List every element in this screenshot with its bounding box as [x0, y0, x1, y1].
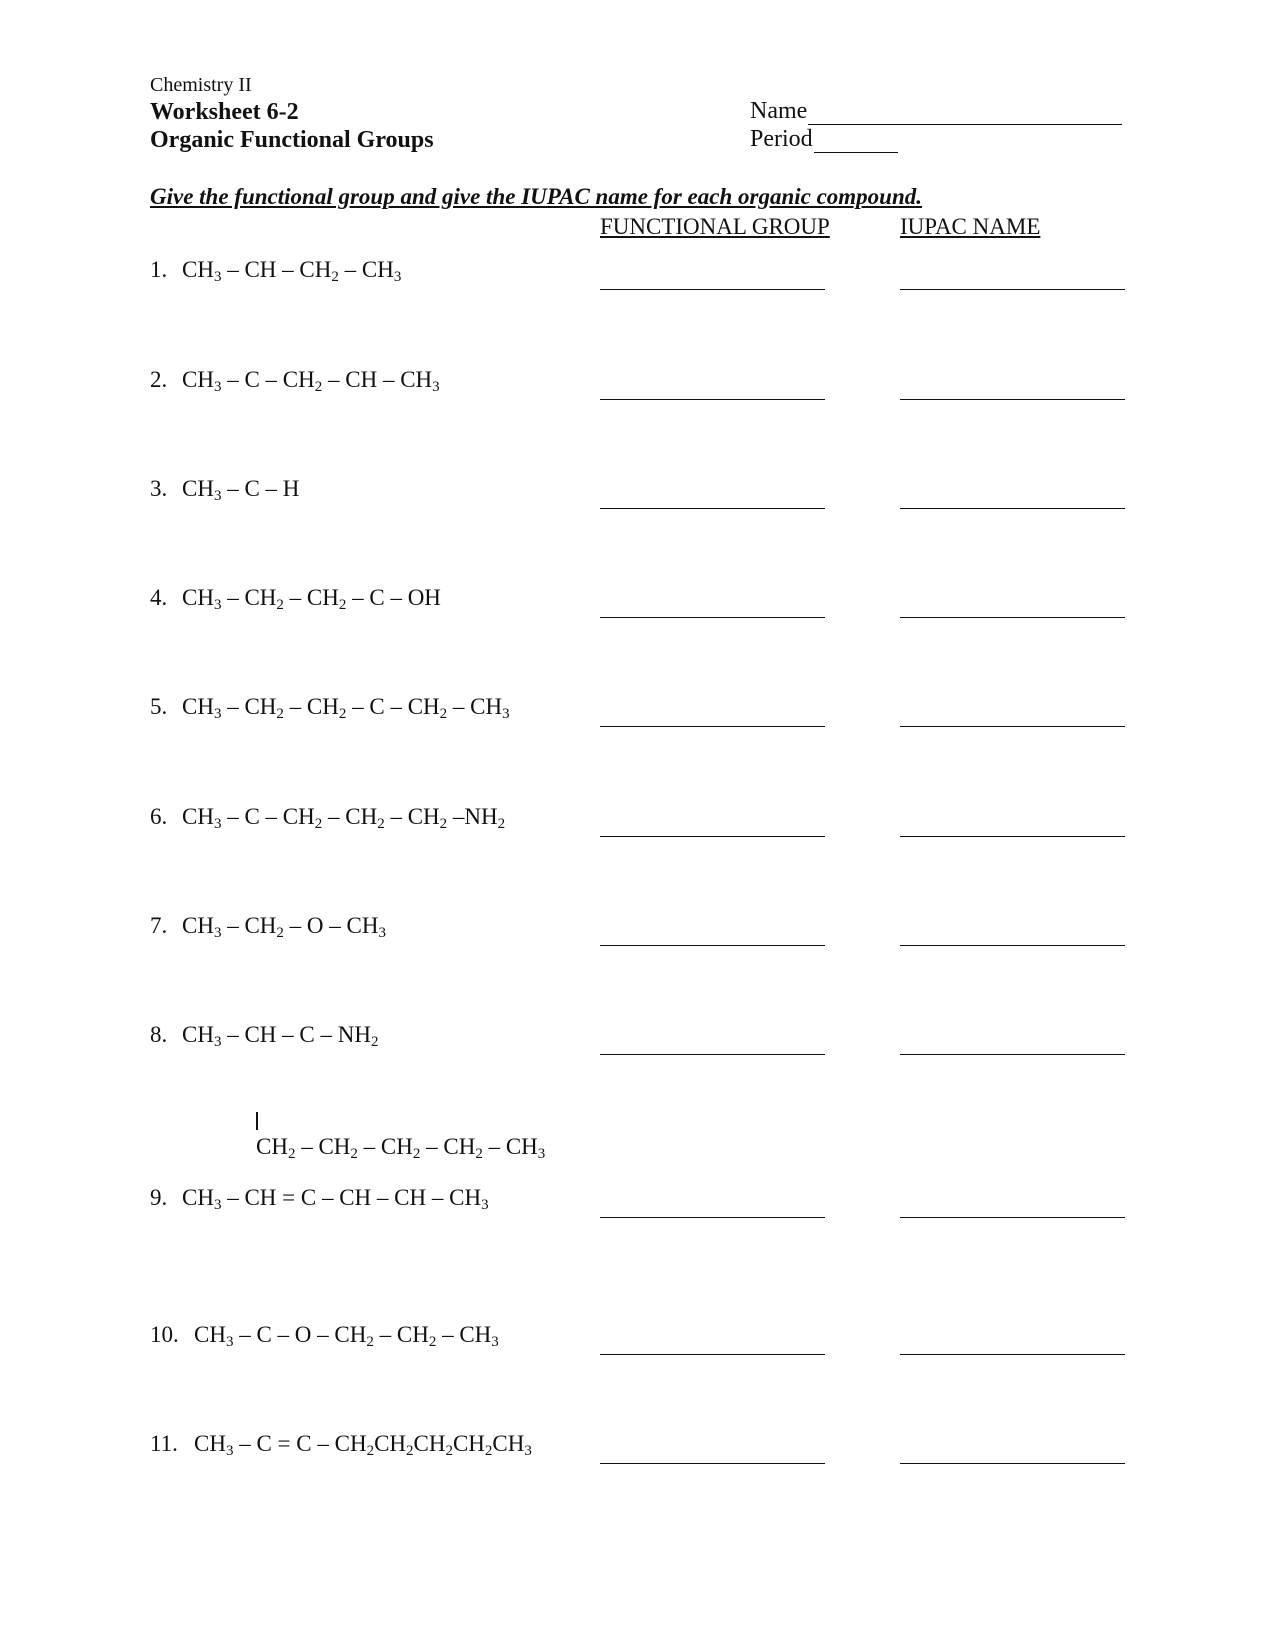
functional-group-answer-blank[interactable] [600, 836, 825, 837]
question-formula: $CH_3 - CH_2 - CH_2$ – C – $CH_2 - CH_3$ [182, 694, 510, 722]
question-8-branch: $CH_2 - CH_2 - CH_2 - CH_2 - CH_3$ [256, 1134, 546, 1162]
iupac-name-answer-blank[interactable] [900, 945, 1125, 946]
column-header-functional-group: FUNCTIONAL GROUP [600, 214, 830, 239]
question-number: 7. [150, 913, 168, 938]
question-2 [150, 367, 440, 393]
question-3 [150, 476, 299, 502]
question-10 [150, 1322, 499, 1348]
question-formula: $CH_3 - CH_2$ – O – $CH_3$ [182, 913, 386, 941]
functional-group-answer-blank[interactable] [600, 1217, 825, 1218]
course-name: Chemistry II [150, 74, 252, 96]
functional-group-answer-blank[interactable] [600, 1354, 825, 1355]
functional-group-answer-blank[interactable] [600, 399, 825, 400]
question-number: 2. [150, 367, 168, 392]
column-header-iupac-name: IUPAC NAME [900, 214, 1041, 239]
question-7 [150, 913, 386, 939]
question-number: 9. [150, 1185, 168, 1210]
iupac-name-answer-blank[interactable] [900, 836, 1125, 837]
question-8 [150, 1022, 378, 1048]
functional-group-answer-blank[interactable] [600, 726, 825, 727]
question-4 [150, 585, 441, 611]
question-6 [150, 804, 505, 830]
worksheet-title: Worksheet 6-2 [150, 99, 299, 125]
period-field[interactable] [750, 126, 898, 153]
question-number: 5. [150, 694, 168, 719]
question-number: 10. [150, 1322, 179, 1347]
functional-group-answer-blank[interactable] [600, 945, 825, 946]
question-11 [150, 1431, 532, 1457]
question-5 [150, 694, 510, 720]
name-field[interactable] [750, 98, 1122, 125]
question-formula: $CH_3$ – C – H [182, 476, 300, 504]
functional-group-answer-blank[interactable] [600, 1054, 825, 1055]
iupac-name-answer-blank[interactable] [900, 1217, 1125, 1218]
iupac-name-answer-blank[interactable] [900, 1463, 1125, 1464]
period-blank[interactable] [814, 130, 898, 153]
name-blank[interactable] [808, 102, 1122, 125]
iupac-name-answer-blank[interactable] [900, 1054, 1125, 1055]
functional-group-answer-blank[interactable] [600, 617, 825, 618]
worksheet-topic: Organic Functional Groups [150, 127, 434, 153]
functional-group-answer-blank[interactable] [600, 508, 825, 509]
question-formula: $CH_3 - CH_2 - CH_2$ – C – OH [182, 585, 441, 613]
question-number: 6. [150, 804, 168, 829]
question-number: 8. [150, 1022, 168, 1047]
question-number: 11. [150, 1431, 178, 1456]
branch-bond-line [256, 1112, 258, 1130]
functional-group-answer-blank[interactable] [600, 289, 825, 290]
functional-group-answer-blank[interactable] [600, 1463, 825, 1464]
question-formula: $CH_3$ – C – O – $CH_2 - CH_2 - CH_3$ [194, 1322, 499, 1350]
question-formula: $CH_3$ – C – $CH_2 - CH_2 - CH_2$ $-NH_2$ [182, 804, 506, 832]
period-label: Period [750, 126, 813, 152]
question-formula: $CH_3$ – CH – $CH_2 - CH_3$ [182, 257, 402, 285]
name-label: Name [750, 98, 808, 124]
question-1 [150, 257, 401, 283]
iupac-name-answer-blank[interactable] [900, 1354, 1125, 1355]
instructions: Give the functional group and give the IUPAC name for each organic compound. [150, 184, 923, 209]
question-number: 4. [150, 585, 168, 610]
iupac-name-answer-blank[interactable] [900, 726, 1125, 727]
question-formula: $CH_3$ – C – $CH_2$ – CH – $CH_3$ [182, 367, 440, 395]
question-9 [150, 1185, 489, 1211]
question-number: 3. [150, 476, 168, 501]
iupac-name-answer-blank[interactable] [900, 617, 1125, 618]
question-formula: $CH_3$ – CH = C – CH – CH – $CH_3$ [182, 1185, 489, 1213]
question-number: 1. [150, 257, 168, 282]
question-formula: $CH_3 - C = C - CH_2CH_2CH_2CH_2CH_3$ [194, 1431, 532, 1459]
iupac-name-answer-blank[interactable] [900, 508, 1125, 509]
question-formula: $CH_3$ – CH – C – $NH_2$ [182, 1022, 379, 1050]
iupac-name-answer-blank[interactable] [900, 289, 1125, 290]
iupac-name-answer-blank[interactable] [900, 399, 1125, 400]
